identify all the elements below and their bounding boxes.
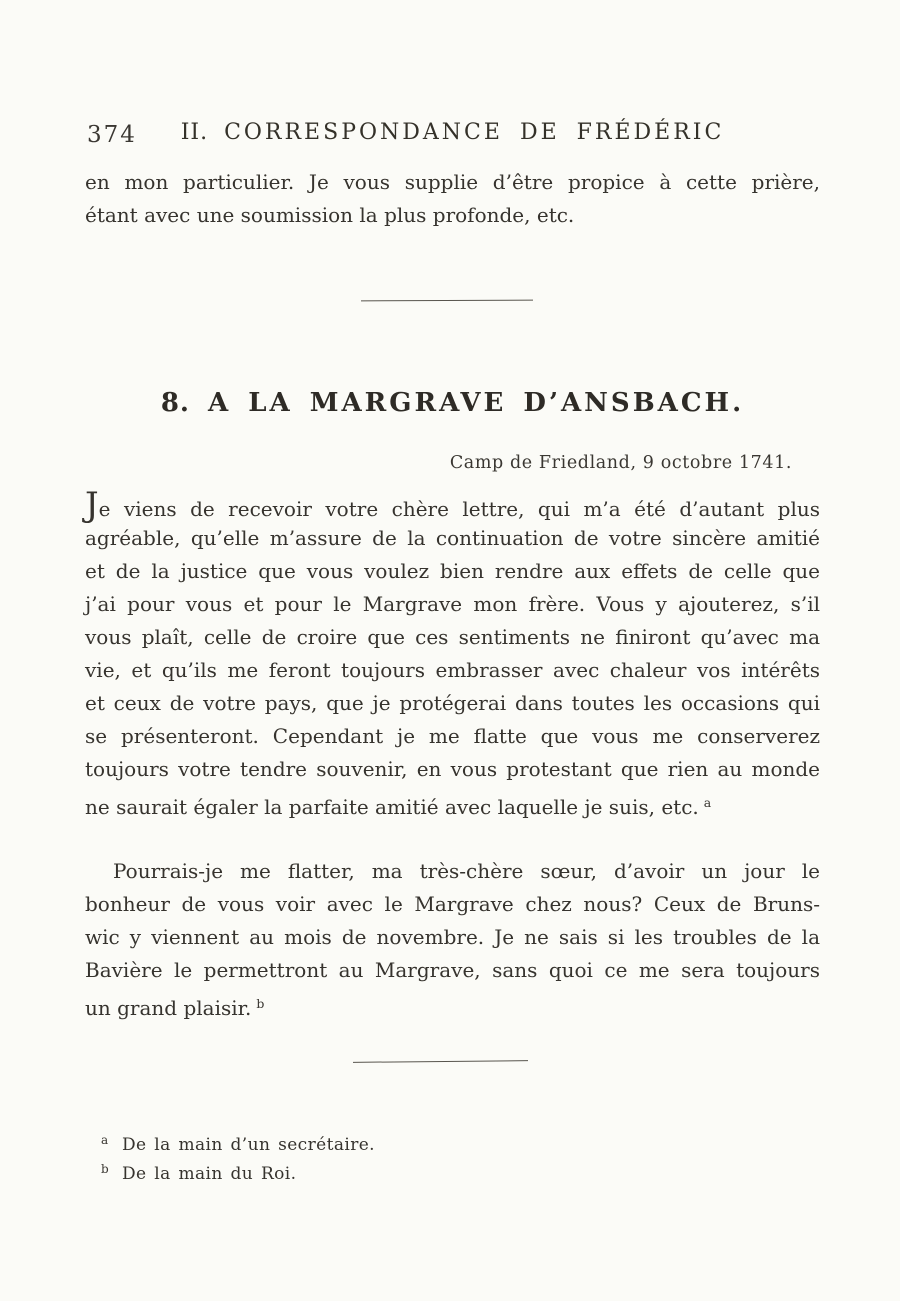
footnote-text: De la main du Roi. <box>122 1164 297 1184</box>
text-line: wic y viennent au mois de novembre. Je ne sais si les troubles de la <box>85 925 820 949</box>
footnote-a <box>101 1126 375 1155</box>
text-line: agréable, qu’elle m’assure de la continuation de votre sincère amitié <box>85 526 820 550</box>
footnotes <box>101 1126 375 1184</box>
text-line: vous plaît, celle de croire que ces sentiments ne finiront qu’avec ma <box>85 625 820 649</box>
text-line: j’ai pour vous et pour le Margrave mon frère. Vous y ajouterez, s’il <box>85 592 820 616</box>
footnote-text: De la main d’un secrétaire. <box>122 1135 375 1155</box>
page-header <box>85 118 820 152</box>
previous-letter-ending <box>85 166 820 232</box>
text-line <box>85 786 820 819</box>
footnote-b <box>101 1155 375 1184</box>
text-line: Je viens de recevoir votre chère lettre, qui m’a été d’autant plus <box>85 485 820 525</box>
section-divider-rule <box>361 300 533 302</box>
footnote-marker-a: a <box>101 1133 109 1147</box>
running-title-text: CORRESPONDANCE DE FRÉDÉRIC <box>224 120 725 145</box>
text-line: bonheur de vous voir avec le Margrave chez nous? Ceux de Bruns- <box>85 892 820 916</box>
letter-title: A LA MARGRAVE D’ANSBACH. <box>207 388 745 418</box>
text-line: et ceux de votre pays, que je protégerai dans toutes les occasions qui <box>85 691 820 715</box>
text-line <box>85 987 820 1020</box>
paragraph-lines <box>85 485 820 786</box>
footnote-ref-a: a <box>703 795 712 810</box>
letter-number: 8. <box>160 388 190 418</box>
dateline: Camp de Friedland, 9 octobre 1741. <box>449 453 792 473</box>
last-line-text: un grand plaisir. <box>85 996 252 1020</box>
paragraph-lines <box>85 166 820 199</box>
text-line: Pourrais-je me flatter, ma très-chère sœur, d’avoir un jour le <box>113 859 820 883</box>
last-line-text: ne saurait égaler la parfaite amitié avec laquelle je suis, etc. <box>85 795 699 819</box>
text-line: toujours votre tendre souvenir, en vous protestant que rien au monde <box>85 757 820 781</box>
running-title <box>85 120 820 145</box>
paragraph-lines <box>85 855 820 987</box>
letter-heading <box>85 388 820 418</box>
footnote-marker-b: b <box>101 1162 109 1176</box>
text-line: étant avec une soumission la plus profonde, etc. <box>85 203 575 227</box>
text-line: en mon particulier. Je vous supplie d’être propice à cette prière, <box>85 170 820 194</box>
letter-paragraph-2 <box>85 855 820 1020</box>
letter-paragraph-1 <box>85 485 820 819</box>
footnote-ref-b: b <box>256 996 265 1011</box>
text-line: vie, et qu’ils me feront toujours embrasser avec chaleur vos intérêts <box>85 658 820 682</box>
text-line: se présenteront. Cependant je me flatte que vous me conserverez <box>85 724 820 748</box>
section-numeral: II. <box>180 120 209 145</box>
footnote-divider-rule <box>353 1060 528 1063</box>
text-line: Bavière le permettront au Margrave, sans quoi ce me sera toujours <box>85 958 820 982</box>
text-line: et de la justice que vous voulez bien rendre aux effets de celle que <box>85 559 820 583</box>
page-number: 374 <box>87 122 137 148</box>
